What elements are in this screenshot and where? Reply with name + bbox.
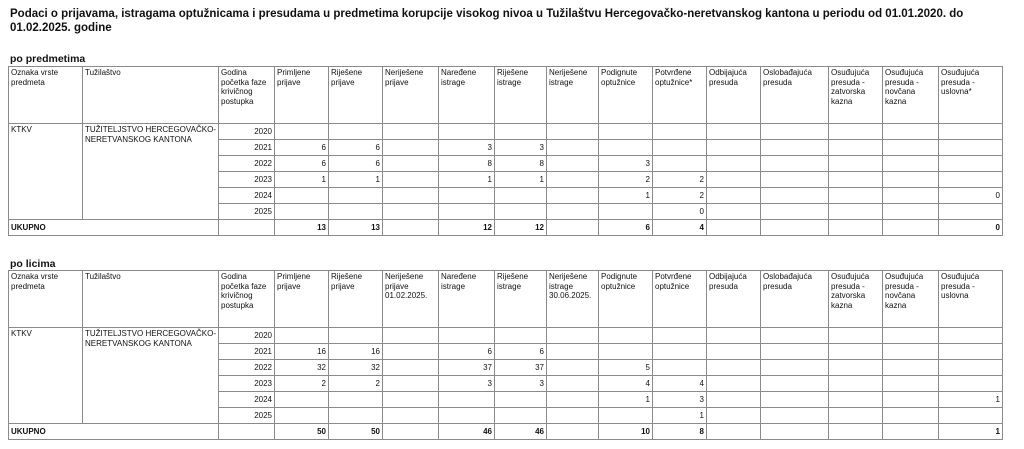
- year-cell: 2023: [219, 376, 275, 392]
- value-cell: 6: [439, 344, 495, 360]
- value-cell: 4: [599, 376, 653, 392]
- value-cell: [939, 172, 1003, 188]
- value-cell: [829, 188, 883, 204]
- value-cell: [329, 392, 383, 408]
- total-value-cell: 1: [939, 424, 1003, 440]
- value-cell: 32: [329, 360, 383, 376]
- value-cell: [939, 408, 1003, 424]
- value-cell: [547, 408, 599, 424]
- total-value-cell: 12: [439, 220, 495, 236]
- value-cell: [829, 172, 883, 188]
- value-cell: [547, 140, 599, 156]
- value-cell: [275, 408, 329, 424]
- total-value-cell: [219, 220, 275, 236]
- document-title: Podaci o prijavama, istragama optužnicama i presudama u predmetima korupcije visokog nivoa u Tužilaštvu Hercegovačko-neretvanskog kantona u periodu od 01.01.2020. do 01.02.2025. godine: [10, 8, 964, 34]
- table-po-licima: [8, 270, 1003, 440]
- value-cell: [829, 328, 883, 344]
- table-po-predmetima: [8, 66, 1003, 236]
- value-cell: [883, 360, 939, 376]
- column-header: Oslobađajuća presuda: [761, 271, 829, 328]
- value-cell: 0: [939, 188, 1003, 204]
- value-cell: [883, 328, 939, 344]
- value-cell: [383, 188, 439, 204]
- value-cell: [547, 328, 599, 344]
- value-cell: [761, 408, 829, 424]
- total-value-cell: [219, 424, 275, 440]
- value-cell: [761, 328, 829, 344]
- value-cell: [495, 328, 547, 344]
- year-cell: 2024: [219, 392, 275, 408]
- total-value-cell: 13: [329, 220, 383, 236]
- total-value-cell: [883, 424, 939, 440]
- column-header: Osuđujuća presuda - zatvorska kazna: [829, 271, 883, 328]
- value-cell: [761, 172, 829, 188]
- total-value-cell: [883, 220, 939, 236]
- prosecutor-office-cell: TUŽITELJSTVO HERCEGOVAČKO-NERETVANSKOG KANTONA: [83, 124, 219, 220]
- value-cell: [439, 124, 495, 140]
- value-cell: [883, 344, 939, 360]
- value-cell: [439, 204, 495, 220]
- value-cell: 6: [495, 344, 547, 360]
- value-cell: [547, 392, 599, 408]
- value-cell: [761, 204, 829, 220]
- column-header: Riješene prijave: [329, 271, 383, 328]
- value-cell: [761, 124, 829, 140]
- value-cell: [547, 204, 599, 220]
- value-cell: [883, 204, 939, 220]
- value-cell: [439, 188, 495, 204]
- section-label-po-predmetima: po predmetima: [10, 53, 86, 65]
- year-cell: 2025: [219, 204, 275, 220]
- value-cell: [761, 188, 829, 204]
- value-cell: [599, 124, 653, 140]
- value-cell: [547, 188, 599, 204]
- header-row: [9, 67, 1003, 124]
- value-cell: [653, 344, 707, 360]
- column-header: Naređene istrage: [439, 67, 495, 124]
- value-cell: [653, 140, 707, 156]
- value-cell: [707, 328, 761, 344]
- value-cell: [707, 140, 761, 156]
- value-cell: [939, 360, 1003, 376]
- value-cell: [883, 392, 939, 408]
- value-cell: [761, 376, 829, 392]
- value-cell: [653, 360, 707, 376]
- value-cell: [439, 392, 495, 408]
- value-cell: 37: [495, 360, 547, 376]
- total-value-cell: [829, 220, 883, 236]
- total-value-cell: [707, 424, 761, 440]
- year-cell: 2021: [219, 140, 275, 156]
- value-cell: [761, 156, 829, 172]
- total-value-cell: 50: [329, 424, 383, 440]
- value-cell: [383, 124, 439, 140]
- column-header: Godina početka faze krivičnog postupka: [219, 67, 275, 124]
- value-cell: [653, 328, 707, 344]
- value-cell: [383, 172, 439, 188]
- column-header: Osuđujuća presuda - uslovna: [939, 271, 1003, 328]
- value-cell: [383, 328, 439, 344]
- table-row: [9, 124, 1003, 140]
- total-value-cell: 13: [275, 220, 329, 236]
- value-cell: [495, 124, 547, 140]
- column-header: Neriješene istrage: [547, 67, 599, 124]
- value-cell: [495, 408, 547, 424]
- year-cell: 2022: [219, 156, 275, 172]
- value-cell: 3: [439, 140, 495, 156]
- year-cell: 2021: [219, 344, 275, 360]
- total-value-cell: [547, 424, 599, 440]
- year-cell: 2020: [219, 328, 275, 344]
- value-cell: 37: [439, 360, 495, 376]
- value-cell: [439, 408, 495, 424]
- column-header: Riješene prijave: [329, 67, 383, 124]
- value-cell: [761, 360, 829, 376]
- column-header: Primljene prijave: [275, 67, 329, 124]
- total-value-cell: [383, 220, 439, 236]
- value-cell: [829, 360, 883, 376]
- value-cell: [829, 204, 883, 220]
- value-cell: [383, 344, 439, 360]
- column-header: Riješene istrage: [495, 67, 547, 124]
- total-value-cell: 46: [495, 424, 547, 440]
- value-cell: [829, 156, 883, 172]
- value-cell: [707, 408, 761, 424]
- total-value-cell: 8: [653, 424, 707, 440]
- column-header: Podignute optužnice: [599, 271, 653, 328]
- value-cell: 16: [275, 344, 329, 360]
- total-label: UKUPNO: [9, 220, 219, 236]
- value-cell: [939, 156, 1003, 172]
- column-header: Osuđujuća presuda - zatvorska kazna: [829, 67, 883, 124]
- value-cell: 3: [653, 392, 707, 408]
- value-cell: 6: [329, 140, 383, 156]
- column-header: Tužilaštvo: [83, 67, 219, 124]
- total-value-cell: 12: [495, 220, 547, 236]
- value-cell: [329, 204, 383, 220]
- year-cell: 2023: [219, 172, 275, 188]
- value-cell: 1: [329, 172, 383, 188]
- value-cell: [707, 124, 761, 140]
- value-cell: [707, 392, 761, 408]
- value-cell: [599, 344, 653, 360]
- value-cell: [275, 328, 329, 344]
- value-cell: [707, 172, 761, 188]
- value-cell: [883, 156, 939, 172]
- total-label: UKUPNO: [9, 424, 219, 440]
- value-cell: [547, 156, 599, 172]
- value-cell: 8: [495, 156, 547, 172]
- value-cell: [439, 328, 495, 344]
- value-cell: 32: [275, 360, 329, 376]
- value-cell: [883, 172, 939, 188]
- column-header: Odbijajuća presuda: [707, 67, 761, 124]
- value-cell: [599, 204, 653, 220]
- value-cell: [329, 124, 383, 140]
- section-label-po-licima: po licima: [10, 258, 56, 270]
- value-cell: 1: [495, 172, 547, 188]
- total-value-cell: 4: [653, 220, 707, 236]
- value-cell: 3: [495, 376, 547, 392]
- value-cell: [939, 124, 1003, 140]
- value-cell: 1: [599, 188, 653, 204]
- total-value-cell: [707, 220, 761, 236]
- total-value-cell: 0: [939, 220, 1003, 236]
- value-cell: [329, 328, 383, 344]
- value-cell: [383, 140, 439, 156]
- value-cell: 16: [329, 344, 383, 360]
- value-cell: [547, 360, 599, 376]
- value-cell: 1: [939, 392, 1003, 408]
- column-header: Potvrđene optužnice: [653, 271, 707, 328]
- value-cell: [275, 124, 329, 140]
- column-header: Oznaka vrste predmeta: [9, 67, 83, 124]
- value-cell: [275, 188, 329, 204]
- value-cell: [547, 124, 599, 140]
- value-cell: [275, 204, 329, 220]
- total-value-cell: [829, 424, 883, 440]
- value-cell: [599, 408, 653, 424]
- total-value-cell: 46: [439, 424, 495, 440]
- value-cell: [829, 376, 883, 392]
- value-cell: 1: [599, 392, 653, 408]
- column-header: Godina početka faze krivičnog postupka: [219, 271, 275, 328]
- total-value-cell: 10: [599, 424, 653, 440]
- value-cell: 2: [599, 172, 653, 188]
- header-row: [9, 271, 1003, 328]
- value-cell: [761, 392, 829, 408]
- column-header: Oslobađajuća presuda: [761, 67, 829, 124]
- value-cell: [653, 124, 707, 140]
- year-cell: 2022: [219, 360, 275, 376]
- column-header: Osuđujuća presuda - novčana kazna: [883, 271, 939, 328]
- value-cell: [883, 140, 939, 156]
- value-cell: [599, 328, 653, 344]
- column-header: Osuđujuća presuda - uslovna*: [939, 67, 1003, 124]
- value-cell: 1: [653, 408, 707, 424]
- total-value-cell: 6: [599, 220, 653, 236]
- value-cell: [383, 408, 439, 424]
- value-cell: [383, 156, 439, 172]
- value-cell: [939, 140, 1003, 156]
- value-cell: [707, 344, 761, 360]
- total-value-cell: [383, 424, 439, 440]
- table-row: [9, 328, 1003, 344]
- value-cell: [495, 204, 547, 220]
- value-cell: 3: [495, 140, 547, 156]
- value-cell: 6: [275, 156, 329, 172]
- total-row: [9, 424, 1003, 440]
- value-cell: [883, 376, 939, 392]
- value-cell: [707, 376, 761, 392]
- value-cell: 8: [439, 156, 495, 172]
- value-cell: [707, 360, 761, 376]
- value-cell: [383, 360, 439, 376]
- year-cell: 2024: [219, 188, 275, 204]
- value-cell: [707, 156, 761, 172]
- total-value-cell: [547, 220, 599, 236]
- value-cell: [939, 344, 1003, 360]
- value-cell: [383, 204, 439, 220]
- value-cell: 2: [329, 376, 383, 392]
- value-cell: 3: [599, 156, 653, 172]
- value-cell: [599, 140, 653, 156]
- value-cell: 1: [275, 172, 329, 188]
- value-cell: 2: [275, 376, 329, 392]
- total-row: [9, 220, 1003, 236]
- value-cell: [383, 392, 439, 408]
- column-header: Podignute optužnice: [599, 67, 653, 124]
- value-cell: [939, 204, 1003, 220]
- value-cell: [547, 172, 599, 188]
- value-cell: [329, 188, 383, 204]
- value-cell: [761, 140, 829, 156]
- column-header: Osuđujuća presuda - novčana kazna: [883, 67, 939, 124]
- value-cell: [495, 392, 547, 408]
- total-value-cell: 50: [275, 424, 329, 440]
- value-cell: [547, 344, 599, 360]
- value-cell: [829, 344, 883, 360]
- column-header: Tužilaštvo: [83, 271, 219, 328]
- column-header: Riješene istrage: [495, 271, 547, 328]
- case-type-cell: KTKV: [9, 328, 83, 424]
- column-header: Neriješene istrage 30.06.2025.: [547, 271, 599, 328]
- column-header: Naređene istrage: [439, 271, 495, 328]
- value-cell: [939, 328, 1003, 344]
- column-header: Primljene prijave: [275, 271, 329, 328]
- value-cell: 2: [653, 172, 707, 188]
- total-value-cell: [761, 424, 829, 440]
- value-cell: [939, 376, 1003, 392]
- value-cell: [707, 204, 761, 220]
- value-cell: [883, 408, 939, 424]
- value-cell: [829, 124, 883, 140]
- value-cell: 6: [329, 156, 383, 172]
- value-cell: [883, 188, 939, 204]
- value-cell: 6: [275, 140, 329, 156]
- value-cell: 2: [653, 188, 707, 204]
- value-cell: [329, 408, 383, 424]
- value-cell: [829, 408, 883, 424]
- value-cell: [829, 140, 883, 156]
- column-header: Oznaka vrste predmeta: [9, 271, 83, 328]
- column-header: Odbijajuća presuda: [707, 271, 761, 328]
- value-cell: [383, 376, 439, 392]
- column-header: Potvrđene optužnice*: [653, 67, 707, 124]
- value-cell: [707, 188, 761, 204]
- year-cell: 2020: [219, 124, 275, 140]
- value-cell: [275, 392, 329, 408]
- value-cell: [495, 188, 547, 204]
- value-cell: [761, 344, 829, 360]
- value-cell: [883, 124, 939, 140]
- case-type-cell: KTKV: [9, 124, 83, 220]
- total-value-cell: [761, 220, 829, 236]
- value-cell: [829, 392, 883, 408]
- prosecutor-office-cell: TUŽITELJSTVO HERCEGOVAČKO-NERETVANSKOG KANTONA: [83, 328, 219, 424]
- column-header: Neriješene prijave: [383, 67, 439, 124]
- value-cell: [653, 156, 707, 172]
- value-cell: [547, 376, 599, 392]
- value-cell: 5: [599, 360, 653, 376]
- value-cell: 3: [439, 376, 495, 392]
- value-cell: 4: [653, 376, 707, 392]
- value-cell: 1: [439, 172, 495, 188]
- year-cell: 2025: [219, 408, 275, 424]
- value-cell: 0: [653, 204, 707, 220]
- column-header: Neriješene prijave 01.02.2025.: [383, 271, 439, 328]
